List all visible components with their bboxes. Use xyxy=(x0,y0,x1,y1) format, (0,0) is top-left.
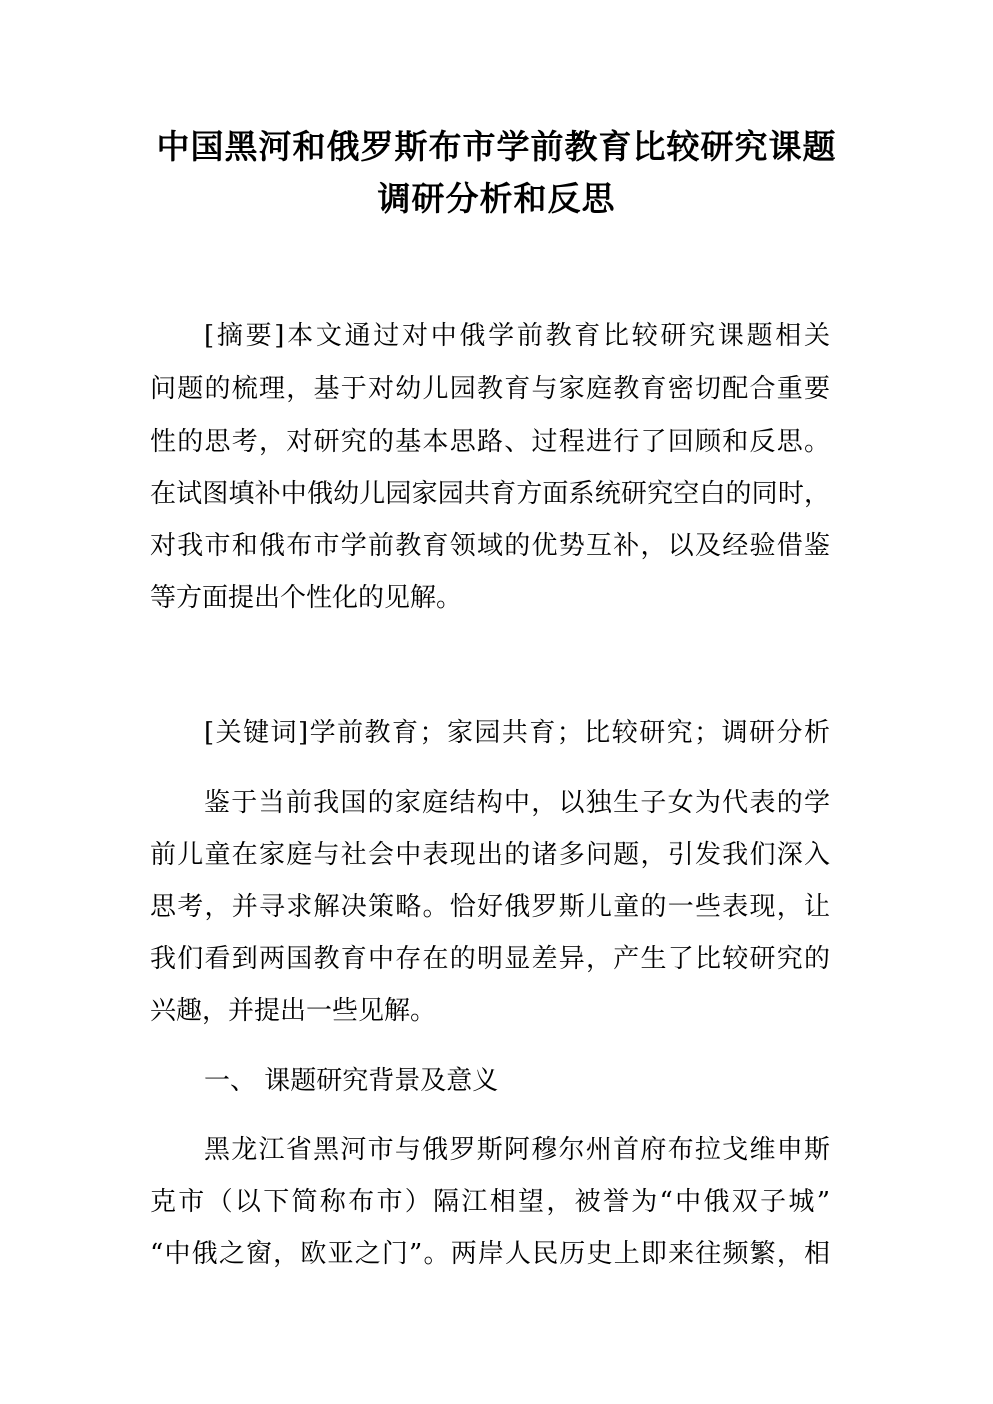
intro-line: 思考，并寻求解决策略。恰好俄罗斯儿童的一些表现，让 xyxy=(150,892,830,922)
intro-line: 兴趣，并提出一些见解。 xyxy=(150,996,437,1026)
abstract-line: 对我市和俄布市学前教育领域的优势互补，以及经验借鉴 xyxy=(150,531,830,561)
abstract-line: 在试图填补中俄幼儿园家园共育方面系统研究空白的同时， xyxy=(150,479,830,509)
abstract-line: 等方面提出个性化的见解。 xyxy=(150,583,463,613)
section-heading: 一、 课题研究背景及意义 xyxy=(204,1066,499,1096)
intro-line: 前儿童在家庭与社会中表现出的诸多问题，引发我们深入 xyxy=(150,840,830,870)
abstract-line: 问题的梳理，基于对幼儿园教育与家庭教育密切配合重要 xyxy=(150,374,830,404)
section-line: 黑龙江省黑河市与俄罗斯阿穆尔州首府布拉戈维申斯 xyxy=(204,1135,830,1165)
intro-line: 鉴于当前我国的家庭结构中，以独生子女为代表的学 xyxy=(204,788,830,818)
document-title-line-1: 中国黑河和俄罗斯布市学前教育比较研究课题 xyxy=(156,127,837,166)
abstract-line: 性的思考，对研究的基本思路、过程进行了回顾和反思。 xyxy=(150,427,830,457)
intro-line: 我们看到两国教育中存在的明显差异，产生了比较研究的 xyxy=(150,944,830,974)
keywords-line: [关键词]学前教育；家园共育；比较研究；调研分析 xyxy=(204,718,830,748)
section-line: 克市（以下简称布市）隔江相望，被誉为“中俄双子城” xyxy=(150,1187,830,1217)
section-line: “中俄之窗，欧亚之门”。两岸人民历史上即来往频繁，相 xyxy=(150,1239,830,1269)
abstract-line: [摘要]本文通过对中俄学前教育比较研究课题相关 xyxy=(204,321,830,351)
document-title-line-2: 调研分析和反思 xyxy=(377,179,616,218)
